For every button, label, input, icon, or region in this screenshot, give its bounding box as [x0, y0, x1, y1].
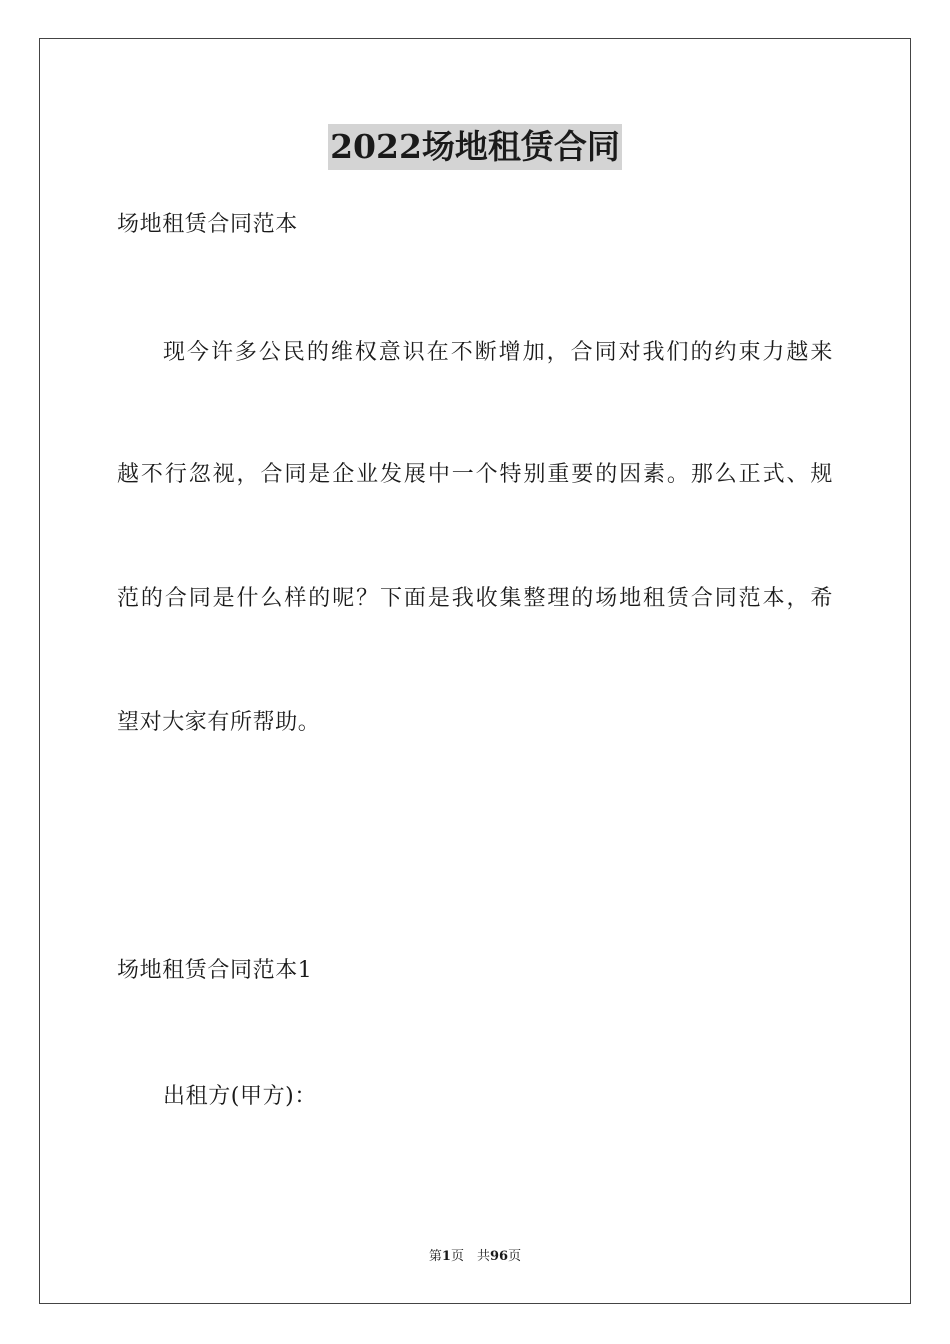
page-footer [0, 1248, 950, 1266]
party-a-label: 出租方(甲方)： [163, 1084, 317, 1109]
section-title: 场地租赁合同范本1 [117, 958, 313, 983]
document-title: 2022场地租赁合同 [328, 124, 622, 170]
footer-mid: 页 共 [450, 1249, 490, 1264]
footer-prefix: 第 [428, 1249, 442, 1264]
intro-line-4: 望对大家有所帮助。 [117, 710, 321, 735]
intro-line-3: 范的合同是什么样的呢？下面是我收集整理的场地租赁合同范本，希 [117, 586, 833, 611]
intro-line-1: 现今许多公民的维权意识在不断增加，合同对我们的约束力越来 [163, 340, 833, 365]
title-container [0, 124, 950, 170]
footer-current-page: 1 [441, 1249, 451, 1264]
footer-total-pages: 96 [489, 1249, 509, 1264]
footer-suffix: 页 [508, 1249, 522, 1264]
document-heading: 场地租赁合同范本 [117, 212, 298, 237]
intro-line-2: 越不行忽视，合同是企业发展中一个特别重要的因素。那么正式、规 [117, 462, 833, 487]
